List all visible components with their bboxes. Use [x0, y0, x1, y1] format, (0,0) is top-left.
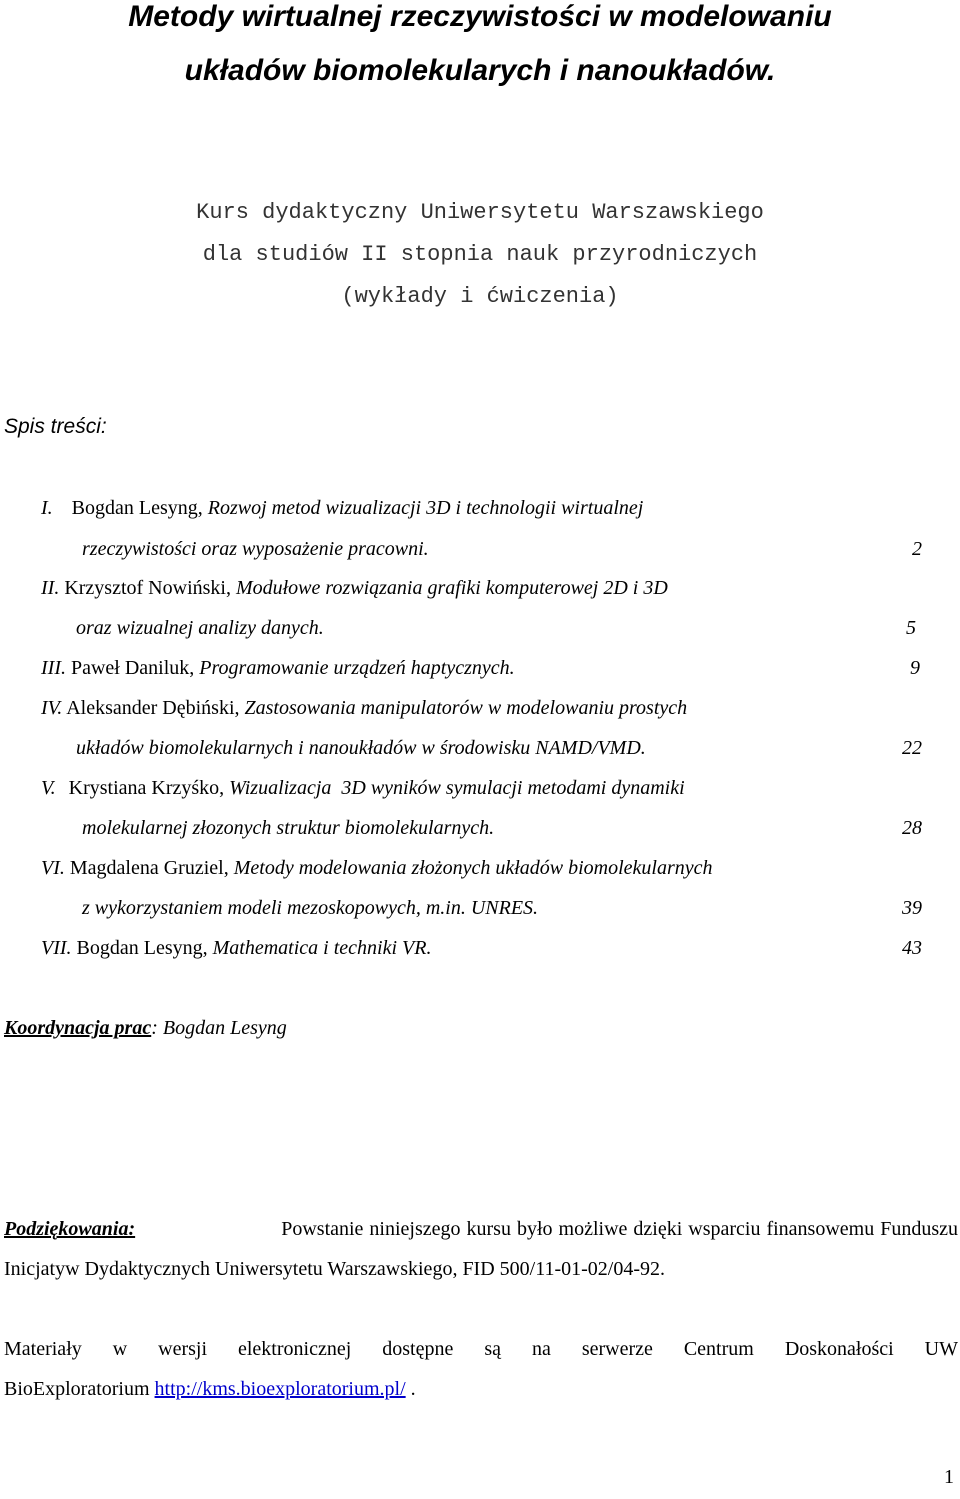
materials-word: wersji [158, 1338, 208, 1360]
toc-entry-2-line-2: oraz wizualnej analizy danych. [76, 617, 324, 639]
toc-entry-4-line-2: układów biomolekularnych i nanoukładów w środowisku NAMD/VMD. [76, 737, 646, 759]
materials-suffix: . [405, 1378, 416, 1400]
toc-entry-author: Magdalena Gruziel, [69, 857, 229, 879]
course-subtitle-line-1: Kurs dydaktyczny Uniwersytetu Warszawskiego [196, 200, 764, 225]
toc-entry-title: Modułowe rozwiązania grafiki komputerowej 2D i 3D [235, 577, 668, 599]
document-title-line-1: Metody wirtualnej rzeczywistości w modelowaniu [128, 0, 832, 33]
toc-entry-5-line-1 [41, 777, 685, 800]
toc-entry-title: Programowanie urządzeń haptycznych. [199, 657, 515, 679]
materials-word: na [531, 1338, 551, 1360]
toc-entry-number: III. [41, 657, 66, 679]
acknowledgements-text: Powstanie niniejszego kursu było możliwe dzięki wsparciu finansowemu Funduszu [281, 1218, 958, 1240]
materials-prefix: BioExploratorium [4, 1378, 155, 1400]
toc-entry-title: Wizualizacja 3D wyników symulacji metodami dynamiki [229, 777, 685, 799]
bioexploratorium-link[interactable]: http://kms.bioexploratorium.pl/ [154, 1378, 406, 1400]
coordination-line [4, 1017, 287, 1040]
toc-entry-1-line-1 [41, 497, 643, 520]
toc-entry-number: I. [41, 497, 53, 519]
toc-entry-number: VII. [41, 937, 72, 959]
page-number: 1 [944, 1466, 954, 1488]
materials-line-2 [4, 1378, 416, 1401]
course-subtitle-line-3: (wykłady i ćwiczenia) [341, 284, 619, 309]
materials-word: są [484, 1338, 501, 1360]
toc-entry-number: V. [41, 777, 56, 799]
toc-entry-title: Zastosowania manipulatorów w modelowaniu prostych [244, 697, 688, 719]
toc-entry-author: Bogdan Lesyng, [71, 497, 203, 519]
toc-entry-4-line-1 [41, 697, 687, 720]
materials-line-1 [4, 1338, 958, 1361]
toc-entry-author: Bogdan Lesyng, [76, 937, 208, 959]
acknowledgements-line-1 [4, 1218, 958, 1241]
toc-entry-2-line-1 [41, 577, 668, 600]
toc-entry-number: II. [41, 577, 60, 599]
toc-entry-page: 9 [910, 657, 920, 679]
coordination-label: Koordynacja prac [4, 1017, 152, 1039]
materials-word: Centrum [683, 1338, 754, 1360]
materials-word: w [112, 1338, 128, 1360]
materials-word: Doskonałości [784, 1338, 894, 1360]
toc-entry-title: Metody modelowania złożonych układów biomolekularnych [233, 857, 713, 879]
toc-entry-page: 28 [902, 817, 922, 839]
course-subtitle-line-2: dla studiów II stopnia nauk przyrodniczych [202, 242, 758, 267]
toc-entry-page: 39 [902, 897, 922, 919]
toc-entry-3-line-1 [41, 657, 515, 680]
document-title-line-2: układów biomolekularych i nanoukładów. [184, 54, 776, 87]
toc-entry-7-line-1 [41, 937, 431, 960]
toc-entry-author: Paweł Daniluk, [70, 657, 195, 679]
materials-word: serwerze [581, 1338, 653, 1360]
toc-entry-page: 43 [902, 937, 922, 959]
toc-entry-6-line-1 [41, 857, 713, 880]
acknowledgements-label: Podziękowania: [4, 1218, 136, 1240]
toc-entry-author: Krzysztof Nowiński, [64, 577, 231, 599]
coordination-value: : Bogdan Lesyng [151, 1017, 287, 1039]
toc-entry-1-line-2: rzeczywistości oraz wyposażenie pracowni. [82, 538, 429, 560]
toc-entry-page: 2 [912, 538, 922, 560]
toc-entry-page: 5 [906, 617, 916, 639]
toc-entry-title: Mathematica i techniki VR. [212, 937, 432, 959]
toc-entry-number: IV. [41, 697, 63, 719]
materials-word: UW [924, 1338, 958, 1360]
toc-entry-author: Aleksander Dębiński, [66, 697, 240, 719]
materials-word: Materiały [4, 1338, 82, 1360]
toc-entry-5-line-2: molekularnej złozonych struktur biomolekularnych. [82, 817, 495, 839]
toc-entry-6-line-2: z wykorzystaniem modeli mezoskopowych, m.in. UNRES. [82, 897, 539, 919]
toc-heading: Spis treści: [4, 415, 107, 438]
toc-entry-title: Rozwoj metod wizualizacji 3D i technologii wirtualnej [207, 497, 644, 519]
acknowledgements-line-2: Inicjatyw Dydaktycznych Uniwersytetu Warszawskiego, FID 500/11-01-02/04-92. [4, 1258, 666, 1280]
toc-entry-page: 22 [902, 737, 922, 759]
toc-entry-author: Krystiana Krzyśko, [68, 777, 225, 799]
materials-word: dostępne [382, 1338, 454, 1360]
toc-entry-number: VI. [41, 857, 65, 879]
materials-word: elektronicznej [238, 1338, 352, 1360]
